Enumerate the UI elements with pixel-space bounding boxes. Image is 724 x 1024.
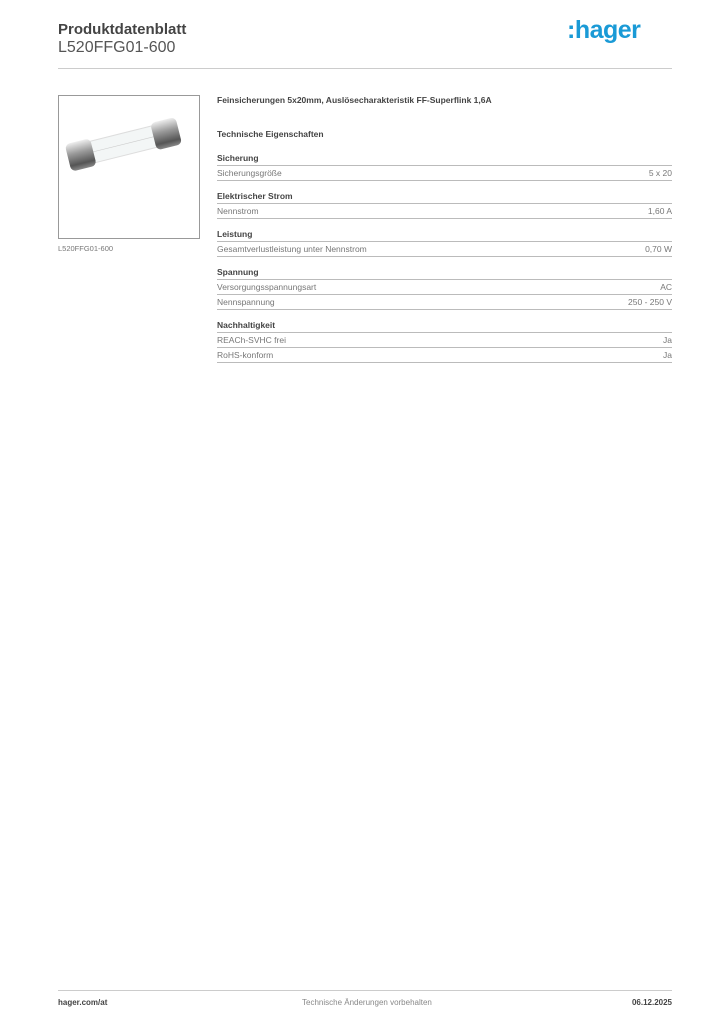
property-label: Sicherungsgröße: [217, 168, 282, 178]
section-leistung: [217, 229, 672, 257]
property-value: 0,70 W: [645, 244, 672, 254]
property-row: [217, 295, 672, 310]
footer-divider: [58, 990, 672, 991]
property-value: Ja: [663, 335, 672, 345]
part-number: L520FFG01-600: [58, 39, 176, 56]
property-value: 250 - 250 V: [628, 297, 672, 307]
product-image: [58, 95, 200, 239]
tech-heading: Technische Eigenschaften: [217, 129, 324, 139]
property-row: [217, 166, 672, 181]
property-label: Gesamtverlustleistung unter Nennstrom: [217, 244, 367, 254]
hager-logo: :hager: [567, 16, 641, 44]
property-label: Nennspannung: [217, 297, 275, 307]
property-row: [217, 280, 672, 295]
property-value: 5 x 20: [648, 168, 672, 178]
property-label: Versorgungsspannungsart: [217, 282, 317, 292]
section-spannung: [217, 267, 672, 310]
property-value: Ja: [663, 350, 672, 360]
footer-website[interactable]: hager.com/at: [58, 998, 108, 1007]
section-nachhaltigkeit: [217, 320, 672, 363]
image-caption: L520FFG01-600: [58, 244, 114, 253]
property-label: REACh-SVHC frei: [217, 335, 286, 345]
section-elektrischer-strom: [217, 191, 672, 219]
property-value: AC: [660, 282, 672, 292]
fuse-icon: [59, 96, 199, 238]
section-sicherung: [217, 153, 672, 181]
property-row: [217, 204, 672, 219]
property-label: Nennstrom: [217, 206, 259, 216]
property-label: RoHS-konform: [217, 350, 274, 360]
section-title: Spannung: [217, 267, 672, 280]
page-title: Produktdatenblatt: [58, 21, 187, 38]
footer-date: 06.12.2025: [631, 998, 672, 1007]
section-title: Elektrischer Strom: [217, 191, 672, 204]
header-divider: [58, 68, 672, 69]
property-row: [217, 242, 672, 257]
section-title: Leistung: [217, 229, 672, 242]
section-title: Nachhaltigkeit: [217, 320, 672, 333]
product-description: Feinsicherungen 5x20mm, Auslösecharakteristik FF-Superflink 1,6A: [217, 95, 492, 105]
properties-column: [217, 95, 672, 373]
footer-notice: Technische Änderungen vorbehalten: [302, 998, 432, 1007]
property-value: 1,60 A: [647, 206, 672, 216]
property-row: [217, 348, 672, 363]
section-title: Sicherung: [217, 153, 672, 166]
property-row: [217, 333, 672, 348]
